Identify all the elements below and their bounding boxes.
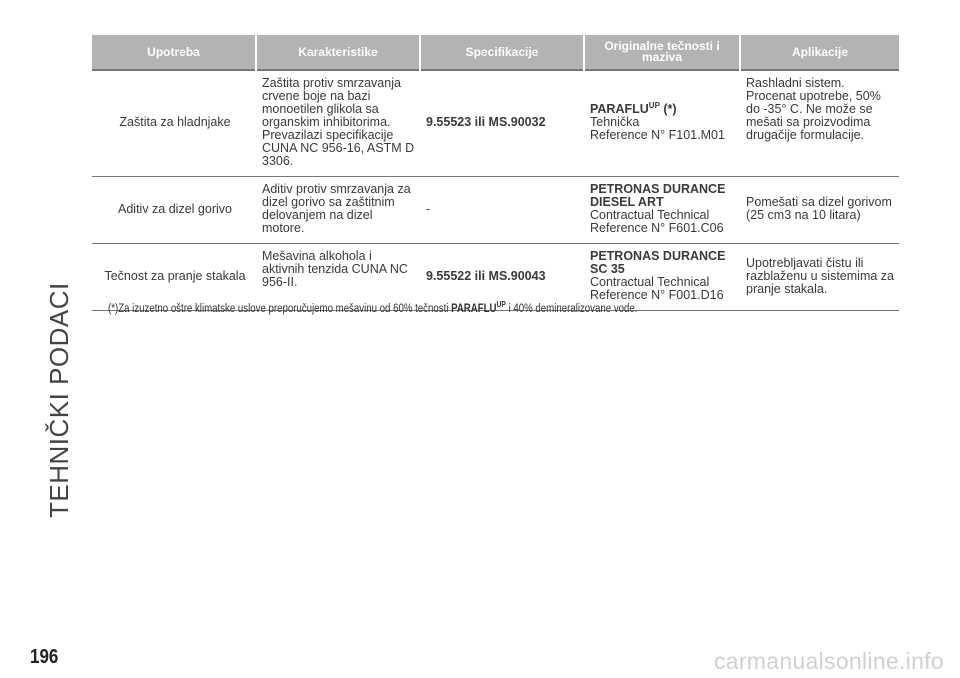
cell-original-fluid xyxy=(584,177,740,244)
cell-specification: - xyxy=(420,177,584,244)
fluid-detail: Contractual Technical xyxy=(590,208,710,222)
cell-characteristics: Aditiv protiv smrzavanja za dizel gorivo sa zaštitnim delovanjem na dizel motore. xyxy=(256,177,420,244)
fluid-detail: Contractual Technical xyxy=(590,275,710,289)
table-header-row xyxy=(92,35,899,70)
header-specifications: Specifikacije xyxy=(420,35,584,70)
fluid-name: PETRONAS DURANCE SC 35 xyxy=(590,249,726,276)
header-usage: Upotreba xyxy=(92,35,256,70)
header-applications: Aplikacije xyxy=(740,35,899,70)
section-title xyxy=(40,268,74,518)
page-number: 196 xyxy=(30,646,59,668)
cell-specification: 9.55523 ili MS.90032 xyxy=(420,70,584,177)
watermark: carmanualsonline.info xyxy=(713,648,944,674)
footnote xyxy=(108,300,638,315)
fluid-name: PARAFLU xyxy=(590,102,649,116)
cell-usage: Tečnost za pranje stakala xyxy=(92,244,256,311)
fluid-reference: Reference N° F601.C06 xyxy=(590,221,724,235)
cell-characteristics: Zaštita protiv smrzavanja crvene boje na bazi monoetilen glikola sa organskim inhibitorima. Prevazilazi specifikacije CUNA NC 956-16, ASTM D 3306. xyxy=(256,70,420,177)
cell-specification: 9.55522 ili MS.90043 xyxy=(420,244,584,311)
fluid-detail: Tehnička xyxy=(590,115,640,129)
footnote-brand-sup: UP xyxy=(496,300,506,310)
table-row xyxy=(92,244,899,311)
fluid-name: PETRONAS DURANCE DIESEL ART xyxy=(590,182,726,209)
cell-usage: Aditiv za dizel gorivo xyxy=(92,177,256,244)
footnote-text-before: (*)Za izuzetno oštre klimatske uslove preporučujemo mešavinu od 60% tečnosti xyxy=(108,303,452,315)
footnote-brand: PARAFLU xyxy=(451,303,497,315)
table-row xyxy=(92,177,899,244)
footnote-text-after: i 40% demineralizovane vode. xyxy=(505,303,638,315)
cell-application: Pomešati sa dizel gorivom (25 cm3 na 10 litara) xyxy=(740,177,899,244)
header-characteristics: Karakteristike xyxy=(256,35,420,70)
fluid-reference: Reference N° F101.M01 xyxy=(590,128,725,142)
fluids-spec-table xyxy=(92,35,899,311)
header-original-fluids: Originalne tečnosti i maziva xyxy=(584,35,740,70)
cell-application: Rashladni sistem. Procenat upotrebe, 50% do -35° C. Ne može se mešati sa proizvodima drugačije formulacije. xyxy=(740,70,899,177)
fluid-reference: Reference N° F001.D16 xyxy=(590,288,724,302)
section-title-text: TEHNIČKI PODACI xyxy=(44,282,74,518)
fluid-name-sup: UP xyxy=(648,100,660,110)
cell-usage: Zaštita za hladnjake xyxy=(92,70,256,177)
fluid-footnote-mark: (*) xyxy=(659,102,677,116)
cell-application: Upotrebljavati čistu ili razblaženu u sistemima za pranje stakala. xyxy=(740,244,899,311)
cell-original-fluid xyxy=(584,70,740,177)
cell-characteristics: Mešavina alkohola i aktivnih tenzida CUNA NC 956-II. xyxy=(256,244,420,311)
cell-original-fluid xyxy=(584,244,740,311)
table-row xyxy=(92,70,899,177)
